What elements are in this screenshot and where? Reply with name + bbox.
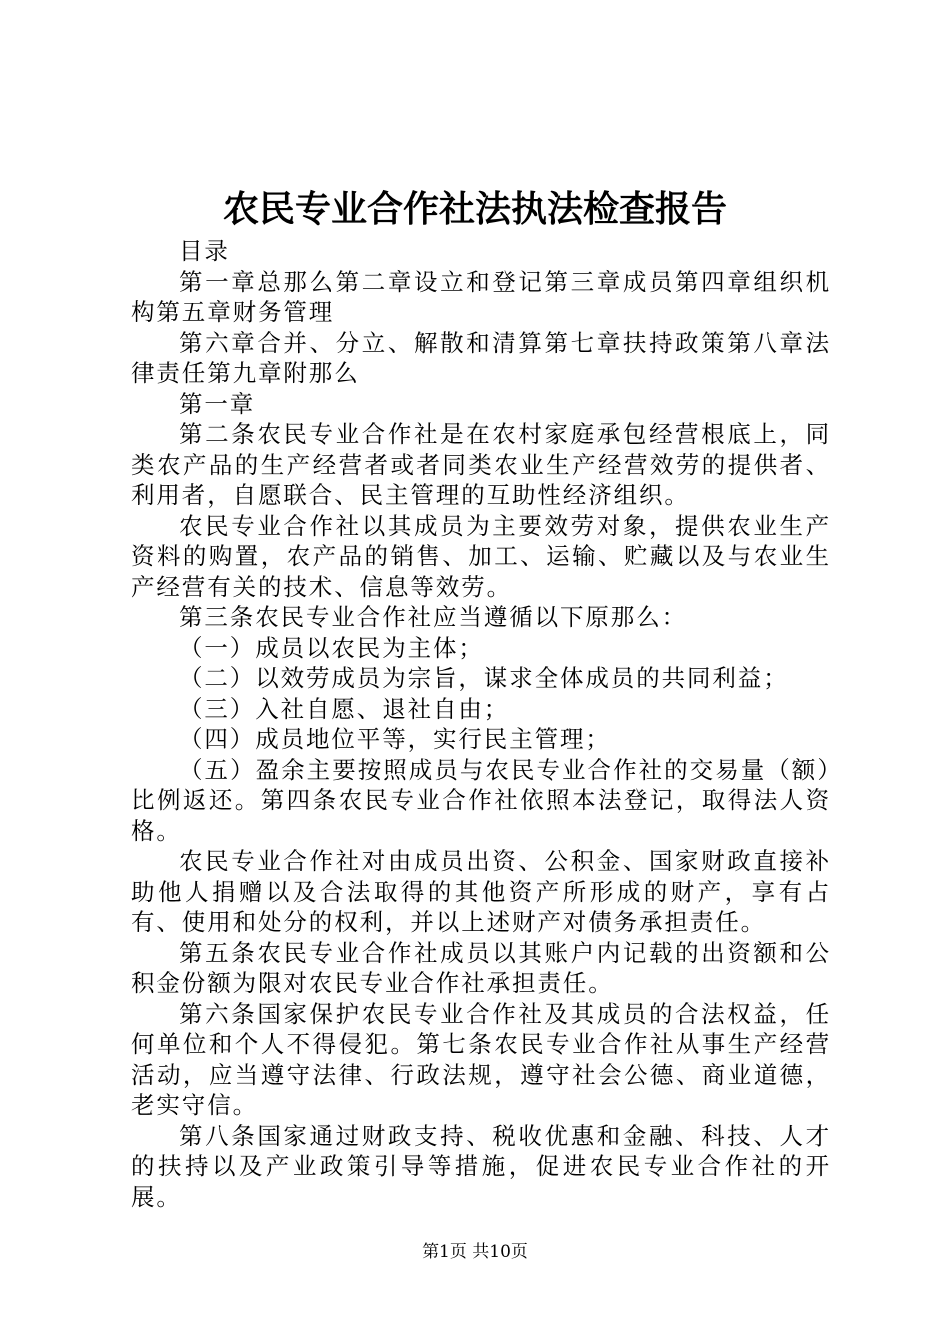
paragraph-principle-2: （二）以效劳成员为宗旨，谋求全体成员的共同利益； [179, 664, 789, 692]
paragraph-toc-heading: 目录 [179, 237, 230, 265]
page-footer: 第1页 共10页 [422, 1242, 528, 1262]
paragraph-principle-5: （五）盈余主要按照成员与农民专业合作社的交易量（额）比例返还。第四条农民专业合作社依照本法登记，取得法人资格。 [131, 755, 831, 845]
paragraph-article-8: 第八条国家通过财政支持、税收优惠和金融、科技、人才的扶持以及产业政策引导等措施，促进农民专业合作社的开展。 [131, 1121, 831, 1211]
paragraph-article-5: 第五条农民专业合作社成员以其账户内记载的出资额和公积金份额为限对农民专业合作社承担责任。 [131, 938, 831, 997]
paragraph-principle-4: （四）成员地位平等，实行民主管理； [179, 725, 611, 753]
paragraph-principle-3: （三）入社自愿、退社自由； [179, 694, 510, 723]
paragraph-principle-1: （一）成员以农民为主体； [179, 633, 484, 662]
document-title: 农民专业合作社法执法检查报告 [222, 188, 727, 230]
paragraph-toc-line-2: 第六章合并、分立、解散和清算第七章扶持政策第八章法律责任第九章附那么 [131, 328, 831, 387]
paragraph-article-2: 第二条农民专业合作社是在农村家庭承包经营根底上，同类农产品的生产经营者或者同类农业生产经营效劳的提供者、利用者，自愿联合、民主管理的互助性经济组织。 [131, 420, 831, 509]
paragraph-toc-line-1: 第一章总那么第二章设立和登记第三章成员第四章组织机构第五章财务管理 [131, 267, 831, 326]
paragraph-article-2-cont: 农民专业合作社以其成员为主要效劳对象，提供农业生产资料的购置，农产品的销售、加工、运输、贮藏以及与农业生产经营有关的技术、信息等效劳。 [131, 511, 831, 601]
document-body [131, 236, 831, 1212]
paragraph-article-4-cont: 农民专业合作社对由成员出资、公积金、国家财政直接补助他人捐赠以及合法取得的其他资产所形成的财产，享有占有、使用和处分的权利，并以上述财产对债务承担责任。 [131, 847, 831, 936]
paragraph-article-3: 第三条农民专业合作社应当遵循以下原那么： [179, 603, 687, 631]
paragraph-chapter-heading: 第一章 [179, 389, 256, 418]
paragraph-article-6-7: 第六条国家保护农民专业合作社及其成员的合法权益，任何单位和个人不得侵犯。第七条农民专业合作社从事生产经营活动，应当遵守法律、行政法规，遵守社会公德、商业道德，老实守信。 [131, 999, 831, 1119]
